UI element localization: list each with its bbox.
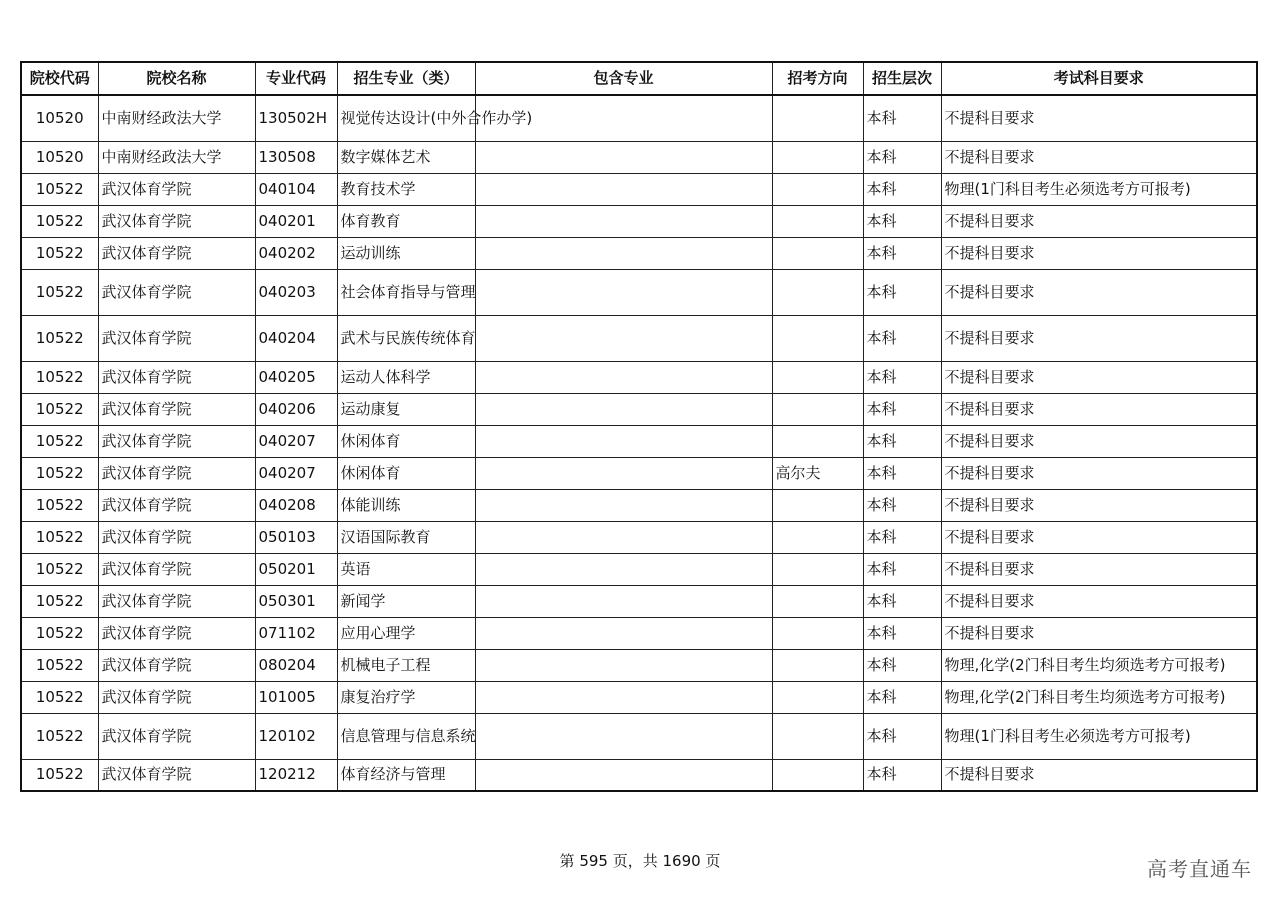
school-name-cell: 中南财经政法大学 (98, 95, 255, 141)
header-school-name: 院校名称 (98, 62, 255, 95)
major-code-cell: 040207 (255, 457, 337, 489)
direction-cell (772, 681, 863, 713)
school-name-cell: 武汉体育学院 (98, 759, 255, 791)
major-cell: 休闲体育 (337, 425, 475, 457)
table-row (21, 553, 1257, 585)
major-cell: 信息管理与信息系统 (337, 713, 475, 759)
included-majors-cell (475, 713, 772, 759)
included-majors-cell (475, 393, 772, 425)
table-row (21, 649, 1257, 681)
direction-cell (772, 205, 863, 237)
school-code-cell: 10522 (21, 759, 98, 791)
included-majors-cell (475, 681, 772, 713)
included-majors-cell (475, 425, 772, 457)
level-cell: 本科 (863, 713, 941, 759)
major-code-cell: 040201 (255, 205, 337, 237)
school-name-cell: 武汉体育学院 (98, 173, 255, 205)
school-code-cell: 10522 (21, 713, 98, 759)
subject-requirements-cell: 不提科目要求 (941, 315, 1257, 361)
school-code-cell: 10522 (21, 649, 98, 681)
level-cell: 本科 (863, 617, 941, 649)
table-body (21, 95, 1257, 791)
school-name-cell: 武汉体育学院 (98, 315, 255, 361)
direction-cell (772, 585, 863, 617)
subject-requirements-cell: 物理(1门科目考生必须选考方可报考) (941, 173, 1257, 205)
major-code-cell: 080204 (255, 649, 337, 681)
school-code-cell: 10522 (21, 585, 98, 617)
major-cell: 汉语国际教育 (337, 521, 475, 553)
school-code-cell: 10522 (21, 393, 98, 425)
included-majors-cell (475, 269, 772, 315)
major-cell: 体育教育 (337, 205, 475, 237)
major-code-cell: 130502H (255, 95, 337, 141)
school-name-cell: 武汉体育学院 (98, 713, 255, 759)
level-cell: 本科 (863, 425, 941, 457)
table-row (21, 681, 1257, 713)
school-name-cell: 中南财经政法大学 (98, 141, 255, 173)
table-row (21, 457, 1257, 489)
level-cell: 本科 (863, 361, 941, 393)
subject-requirements-cell: 物理,化学(2门科目考生均须选考方可报考) (941, 681, 1257, 713)
subject-requirements-cell: 不提科目要求 (941, 361, 1257, 393)
subject-requirements-cell: 不提科目要求 (941, 617, 1257, 649)
school-code-cell: 10522 (21, 521, 98, 553)
table-row (21, 425, 1257, 457)
level-cell: 本科 (863, 759, 941, 791)
subject-requirements-cell: 不提科目要求 (941, 393, 1257, 425)
level-cell: 本科 (863, 173, 941, 205)
major-code-cell: 050201 (255, 553, 337, 585)
major-cell: 机械电子工程 (337, 649, 475, 681)
subject-requirements-cell: 不提科目要求 (941, 95, 1257, 141)
level-cell: 本科 (863, 649, 941, 681)
included-majors-cell (475, 141, 772, 173)
major-code-cell: 040104 (255, 173, 337, 205)
included-majors-cell (475, 237, 772, 269)
school-code-cell: 10520 (21, 141, 98, 173)
level-cell: 本科 (863, 315, 941, 361)
table-header-row (21, 62, 1257, 95)
major-cell: 休闲体育 (337, 457, 475, 489)
direction-cell (772, 269, 863, 315)
subject-requirements-cell: 物理(1门科目考生必须选考方可报考) (941, 713, 1257, 759)
included-majors-cell (475, 553, 772, 585)
major-code-cell: 101005 (255, 681, 337, 713)
major-code-cell: 071102 (255, 617, 337, 649)
major-code-cell: 040203 (255, 269, 337, 315)
school-name-cell: 武汉体育学院 (98, 521, 255, 553)
included-majors-cell (475, 205, 772, 237)
school-code-cell: 10522 (21, 173, 98, 205)
direction-cell (772, 361, 863, 393)
header-school-code: 院校代码 (21, 62, 98, 95)
direction-cell (772, 713, 863, 759)
major-cell: 英语 (337, 553, 475, 585)
table-row (21, 585, 1257, 617)
included-majors-cell (475, 521, 772, 553)
table-row (21, 205, 1257, 237)
direction-cell (772, 649, 863, 681)
level-cell: 本科 (863, 237, 941, 269)
page-number: 第 595 页，共 1690 页 (559, 852, 721, 870)
table-row (21, 361, 1257, 393)
subject-requirements-cell: 不提科目要求 (941, 585, 1257, 617)
school-name-cell: 武汉体育学院 (98, 393, 255, 425)
school-name-cell: 武汉体育学院 (98, 205, 255, 237)
school-code-cell: 10522 (21, 617, 98, 649)
subject-requirements-cell: 不提科目要求 (941, 759, 1257, 791)
header-major: 招生专业（类） (337, 62, 475, 95)
direction-cell (772, 237, 863, 269)
school-name-cell: 武汉体育学院 (98, 585, 255, 617)
major-cell: 体能训练 (337, 489, 475, 521)
header-included-majors: 包含专业 (475, 62, 772, 95)
school-code-cell: 10522 (21, 237, 98, 269)
major-cell: 应用心理学 (337, 617, 475, 649)
subject-requirements-cell: 不提科目要求 (941, 205, 1257, 237)
included-majors-cell (475, 457, 772, 489)
direction-cell (772, 393, 863, 425)
subject-requirements-cell: 不提科目要求 (941, 457, 1257, 489)
major-code-cell: 120212 (255, 759, 337, 791)
level-cell: 本科 (863, 585, 941, 617)
major-code-cell: 130508 (255, 141, 337, 173)
direction-cell (772, 759, 863, 791)
level-cell: 本科 (863, 205, 941, 237)
school-name-cell: 武汉体育学院 (98, 237, 255, 269)
table-row (21, 489, 1257, 521)
table-row (21, 269, 1257, 315)
major-code-cell: 040208 (255, 489, 337, 521)
table-row (21, 141, 1257, 173)
table-row (21, 393, 1257, 425)
major-cell: 武术与民族传统体育 (337, 315, 475, 361)
school-name-cell: 武汉体育学院 (98, 489, 255, 521)
level-cell: 本科 (863, 681, 941, 713)
header-level: 招生层次 (863, 62, 941, 95)
subject-requirements-cell: 不提科目要求 (941, 489, 1257, 521)
major-cell: 数字媒体艺术 (337, 141, 475, 173)
level-cell: 本科 (863, 95, 941, 141)
included-majors-cell (475, 649, 772, 681)
major-code-cell: 040205 (255, 361, 337, 393)
school-code-cell: 10522 (21, 269, 98, 315)
level-cell: 本科 (863, 393, 941, 425)
school-code-cell: 10522 (21, 457, 98, 489)
level-cell: 本科 (863, 141, 941, 173)
included-majors-cell (475, 617, 772, 649)
included-majors-cell (475, 315, 772, 361)
included-majors-cell (475, 489, 772, 521)
included-majors-cell (475, 361, 772, 393)
school-name-cell: 武汉体育学院 (98, 553, 255, 585)
major-code-cell: 040204 (255, 315, 337, 361)
table-row (21, 95, 1257, 141)
level-cell: 本科 (863, 553, 941, 585)
school-code-cell: 10522 (21, 315, 98, 361)
header-major-code: 专业代码 (255, 62, 337, 95)
major-cell: 视觉传达设计(中外合作办学) (337, 95, 475, 141)
direction-cell (772, 95, 863, 141)
level-cell: 本科 (863, 269, 941, 315)
level-cell: 本科 (863, 457, 941, 489)
major-code-cell: 040202 (255, 237, 337, 269)
subject-requirements-cell: 不提科目要求 (941, 141, 1257, 173)
included-majors-cell (475, 173, 772, 205)
header-direction: 招考方向 (772, 62, 863, 95)
direction-cell (772, 617, 863, 649)
school-name-cell: 武汉体育学院 (98, 361, 255, 393)
subject-requirements-cell: 不提科目要求 (941, 553, 1257, 585)
direction-cell (772, 173, 863, 205)
direction-cell (772, 425, 863, 457)
major-code-cell: 040206 (255, 393, 337, 425)
direction-cell (772, 553, 863, 585)
included-majors-cell (475, 759, 772, 791)
direction-cell (772, 489, 863, 521)
admissions-table (20, 61, 1258, 792)
table-row (21, 237, 1257, 269)
major-code-cell: 040207 (255, 425, 337, 457)
watermark-text: 高考直通车 (1147, 857, 1252, 881)
major-cell: 运动人体科学 (337, 361, 475, 393)
direction-cell (772, 521, 863, 553)
major-code-cell: 050301 (255, 585, 337, 617)
school-code-cell: 10522 (21, 361, 98, 393)
subject-requirements-cell: 不提科目要求 (941, 269, 1257, 315)
included-majors-cell (475, 585, 772, 617)
subject-requirements-cell: 不提科目要求 (941, 425, 1257, 457)
major-code-cell: 120102 (255, 713, 337, 759)
subject-requirements-cell: 不提科目要求 (941, 521, 1257, 553)
school-code-cell: 10520 (21, 95, 98, 141)
direction-cell: 高尔夫 (772, 457, 863, 489)
school-name-cell: 武汉体育学院 (98, 425, 255, 457)
school-name-cell: 武汉体育学院 (98, 681, 255, 713)
level-cell: 本科 (863, 521, 941, 553)
school-name-cell: 武汉体育学院 (98, 617, 255, 649)
table-row (21, 173, 1257, 205)
direction-cell (772, 315, 863, 361)
school-name-cell: 武汉体育学院 (98, 269, 255, 315)
school-code-cell: 10522 (21, 205, 98, 237)
header-subject-requirements: 考试科目要求 (941, 62, 1257, 95)
level-cell: 本科 (863, 489, 941, 521)
major-cell: 教育技术学 (337, 173, 475, 205)
direction-cell (772, 141, 863, 173)
subject-requirements-cell: 物理,化学(2门科目考生均须选考方可报考) (941, 649, 1257, 681)
table-row (21, 759, 1257, 791)
major-cell: 社会体育指导与管理 (337, 269, 475, 315)
school-code-cell: 10522 (21, 489, 98, 521)
table-row (21, 315, 1257, 361)
school-code-cell: 10522 (21, 553, 98, 585)
major-cell: 新闻学 (337, 585, 475, 617)
table-row (21, 617, 1257, 649)
major-code-cell: 050103 (255, 521, 337, 553)
table-row (21, 713, 1257, 759)
school-name-cell: 武汉体育学院 (98, 649, 255, 681)
subject-requirements-cell: 不提科目要求 (941, 237, 1257, 269)
school-code-cell: 10522 (21, 425, 98, 457)
major-cell: 运动训练 (337, 237, 475, 269)
major-cell: 康复治疗学 (337, 681, 475, 713)
table-row (21, 521, 1257, 553)
school-name-cell: 武汉体育学院 (98, 457, 255, 489)
major-cell: 运动康复 (337, 393, 475, 425)
major-cell: 体育经济与管理 (337, 759, 475, 791)
school-code-cell: 10522 (21, 681, 98, 713)
